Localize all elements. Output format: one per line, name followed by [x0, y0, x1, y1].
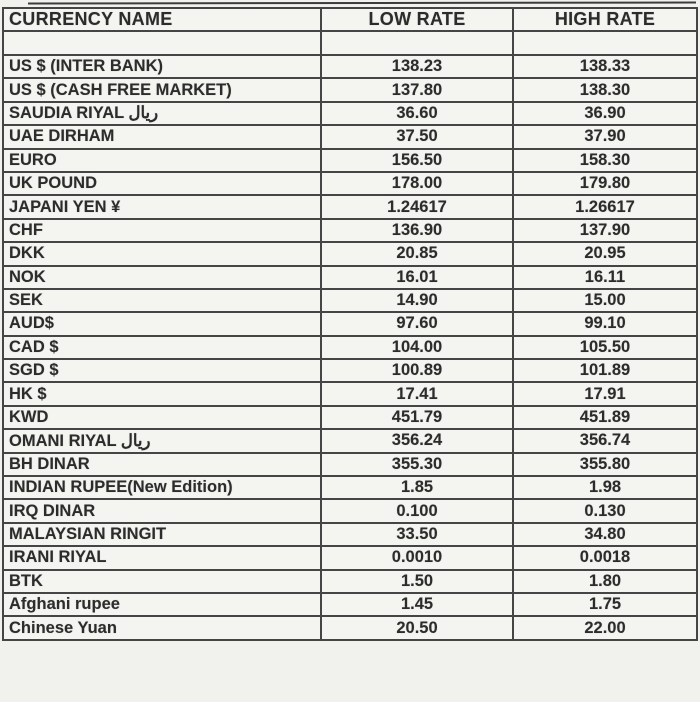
table-row [3, 570, 697, 593]
high-rate-cell: 22.00 [513, 616, 697, 639]
low-rate-cell: 0.0010 [321, 546, 513, 569]
currency-name-cell: EURO [3, 149, 321, 172]
currency-name-cell: OMANI RIYAL ريال [3, 429, 321, 452]
high-rate-cell: 17.91 [513, 382, 697, 405]
low-rate-cell: 138.23 [321, 55, 513, 78]
spacer-cell [513, 31, 697, 55]
column-header-currency-name: CURRENCY NAME [3, 8, 321, 31]
spacer-row [3, 31, 697, 55]
table-header [3, 8, 697, 55]
table-row [3, 172, 697, 195]
currency-name-cell: DKK [3, 242, 321, 265]
table-row [3, 382, 697, 405]
header-row [3, 8, 697, 31]
table-row [3, 359, 697, 382]
table-row [3, 453, 697, 476]
table-row [3, 289, 697, 312]
currency-name-cell: BTK [3, 570, 321, 593]
currency-name-cell: IRANI RIYAL [3, 546, 321, 569]
currency-name-cell: BH DINAR [3, 453, 321, 476]
currency-name-cell: CAD $ [3, 336, 321, 359]
currency-name-cell: MALAYSIAN RINGIT [3, 523, 321, 546]
high-rate-cell: 101.89 [513, 359, 697, 382]
low-rate-cell: 0.100 [321, 499, 513, 522]
high-rate-cell: 356.74 [513, 429, 697, 452]
currency-name-cell: IRQ DINAR [3, 499, 321, 522]
currency-name-cell: KWD [3, 406, 321, 429]
high-rate-cell: 16.11 [513, 266, 697, 289]
table-row [3, 429, 697, 452]
low-rate-cell: 156.50 [321, 149, 513, 172]
table-row [3, 219, 697, 242]
high-rate-cell: 179.80 [513, 172, 697, 195]
high-rate-cell: 34.80 [513, 523, 697, 546]
currency-name-cell: Afghani rupee [3, 593, 321, 616]
table-row [3, 546, 697, 569]
currency-name-cell: UK POUND [3, 172, 321, 195]
currency-name-cell: INDIAN RUPEE(New Edition) [3, 476, 321, 499]
high-rate-cell: 1.80 [513, 570, 697, 593]
low-rate-cell: 100.89 [321, 359, 513, 382]
high-rate-cell: 1.26617 [513, 195, 697, 218]
low-rate-cell: 20.50 [321, 616, 513, 639]
high-rate-cell: 37.90 [513, 125, 697, 148]
low-rate-cell: 14.90 [321, 289, 513, 312]
scan-edge-artifact-line [28, 2, 696, 5]
low-rate-cell: 37.50 [321, 125, 513, 148]
spacer-cell [321, 31, 513, 55]
low-rate-cell: 16.01 [321, 266, 513, 289]
high-rate-cell: 451.89 [513, 406, 697, 429]
high-rate-cell: 138.33 [513, 55, 697, 78]
currency-name-cell: SGD $ [3, 359, 321, 382]
column-header-low-rate: LOW RATE [321, 8, 513, 31]
high-rate-cell: 0.130 [513, 499, 697, 522]
column-header-high-rate: HIGH RATE [513, 8, 697, 31]
low-rate-cell: 451.79 [321, 406, 513, 429]
currency-name-cell: US $ (INTER BANK) [3, 55, 321, 78]
high-rate-cell: 1.75 [513, 593, 697, 616]
low-rate-cell: 137.80 [321, 78, 513, 101]
high-rate-cell: 20.95 [513, 242, 697, 265]
table-row [3, 312, 697, 335]
high-rate-cell: 158.30 [513, 149, 697, 172]
low-rate-cell: 97.60 [321, 312, 513, 335]
low-rate-cell: 1.85 [321, 476, 513, 499]
low-rate-cell: 178.00 [321, 172, 513, 195]
high-rate-cell: 138.30 [513, 78, 697, 101]
table-row [3, 102, 697, 125]
table-row [3, 336, 697, 359]
high-rate-cell: 15.00 [513, 289, 697, 312]
currency-name-cell: SEK [3, 289, 321, 312]
table-body [3, 55, 697, 640]
table-row [3, 499, 697, 522]
table-row [3, 55, 697, 78]
table-row [3, 78, 697, 101]
currency-name-cell: AUD$ [3, 312, 321, 335]
low-rate-cell: 1.50 [321, 570, 513, 593]
currency-rates-table [2, 7, 698, 641]
low-rate-cell: 355.30 [321, 453, 513, 476]
low-rate-cell: 36.60 [321, 102, 513, 125]
currency-name-cell: SAUDIA RIYAL ريال [3, 102, 321, 125]
low-rate-cell: 17.41 [321, 382, 513, 405]
currency-name-cell: NOK [3, 266, 321, 289]
table-row [3, 593, 697, 616]
table-row [3, 523, 697, 546]
currency-name-cell: HK $ [3, 382, 321, 405]
high-rate-cell: 1.98 [513, 476, 697, 499]
low-rate-cell: 33.50 [321, 523, 513, 546]
low-rate-cell: 356.24 [321, 429, 513, 452]
table-row [3, 242, 697, 265]
currency-name-cell: Chinese Yuan [3, 616, 321, 639]
low-rate-cell: 1.24617 [321, 195, 513, 218]
currency-name-cell: CHF [3, 219, 321, 242]
table-row [3, 406, 697, 429]
high-rate-cell: 137.90 [513, 219, 697, 242]
high-rate-cell: 355.80 [513, 453, 697, 476]
low-rate-cell: 1.45 [321, 593, 513, 616]
low-rate-cell: 136.90 [321, 219, 513, 242]
table-row [3, 195, 697, 218]
table-row [3, 125, 697, 148]
table-row [3, 616, 697, 639]
low-rate-cell: 20.85 [321, 242, 513, 265]
spacer-cell [3, 31, 321, 55]
high-rate-cell: 36.90 [513, 102, 697, 125]
currency-name-cell: JAPANI YEN ¥ [3, 195, 321, 218]
low-rate-cell: 104.00 [321, 336, 513, 359]
currency-name-cell: US $ (CASH FREE MARKET) [3, 78, 321, 101]
high-rate-cell: 0.0018 [513, 546, 697, 569]
table-row [3, 266, 697, 289]
currency-name-cell: UAE DIRHAM [3, 125, 321, 148]
high-rate-cell: 99.10 [513, 312, 697, 335]
high-rate-cell: 105.50 [513, 336, 697, 359]
table-row [3, 149, 697, 172]
table-row [3, 476, 697, 499]
